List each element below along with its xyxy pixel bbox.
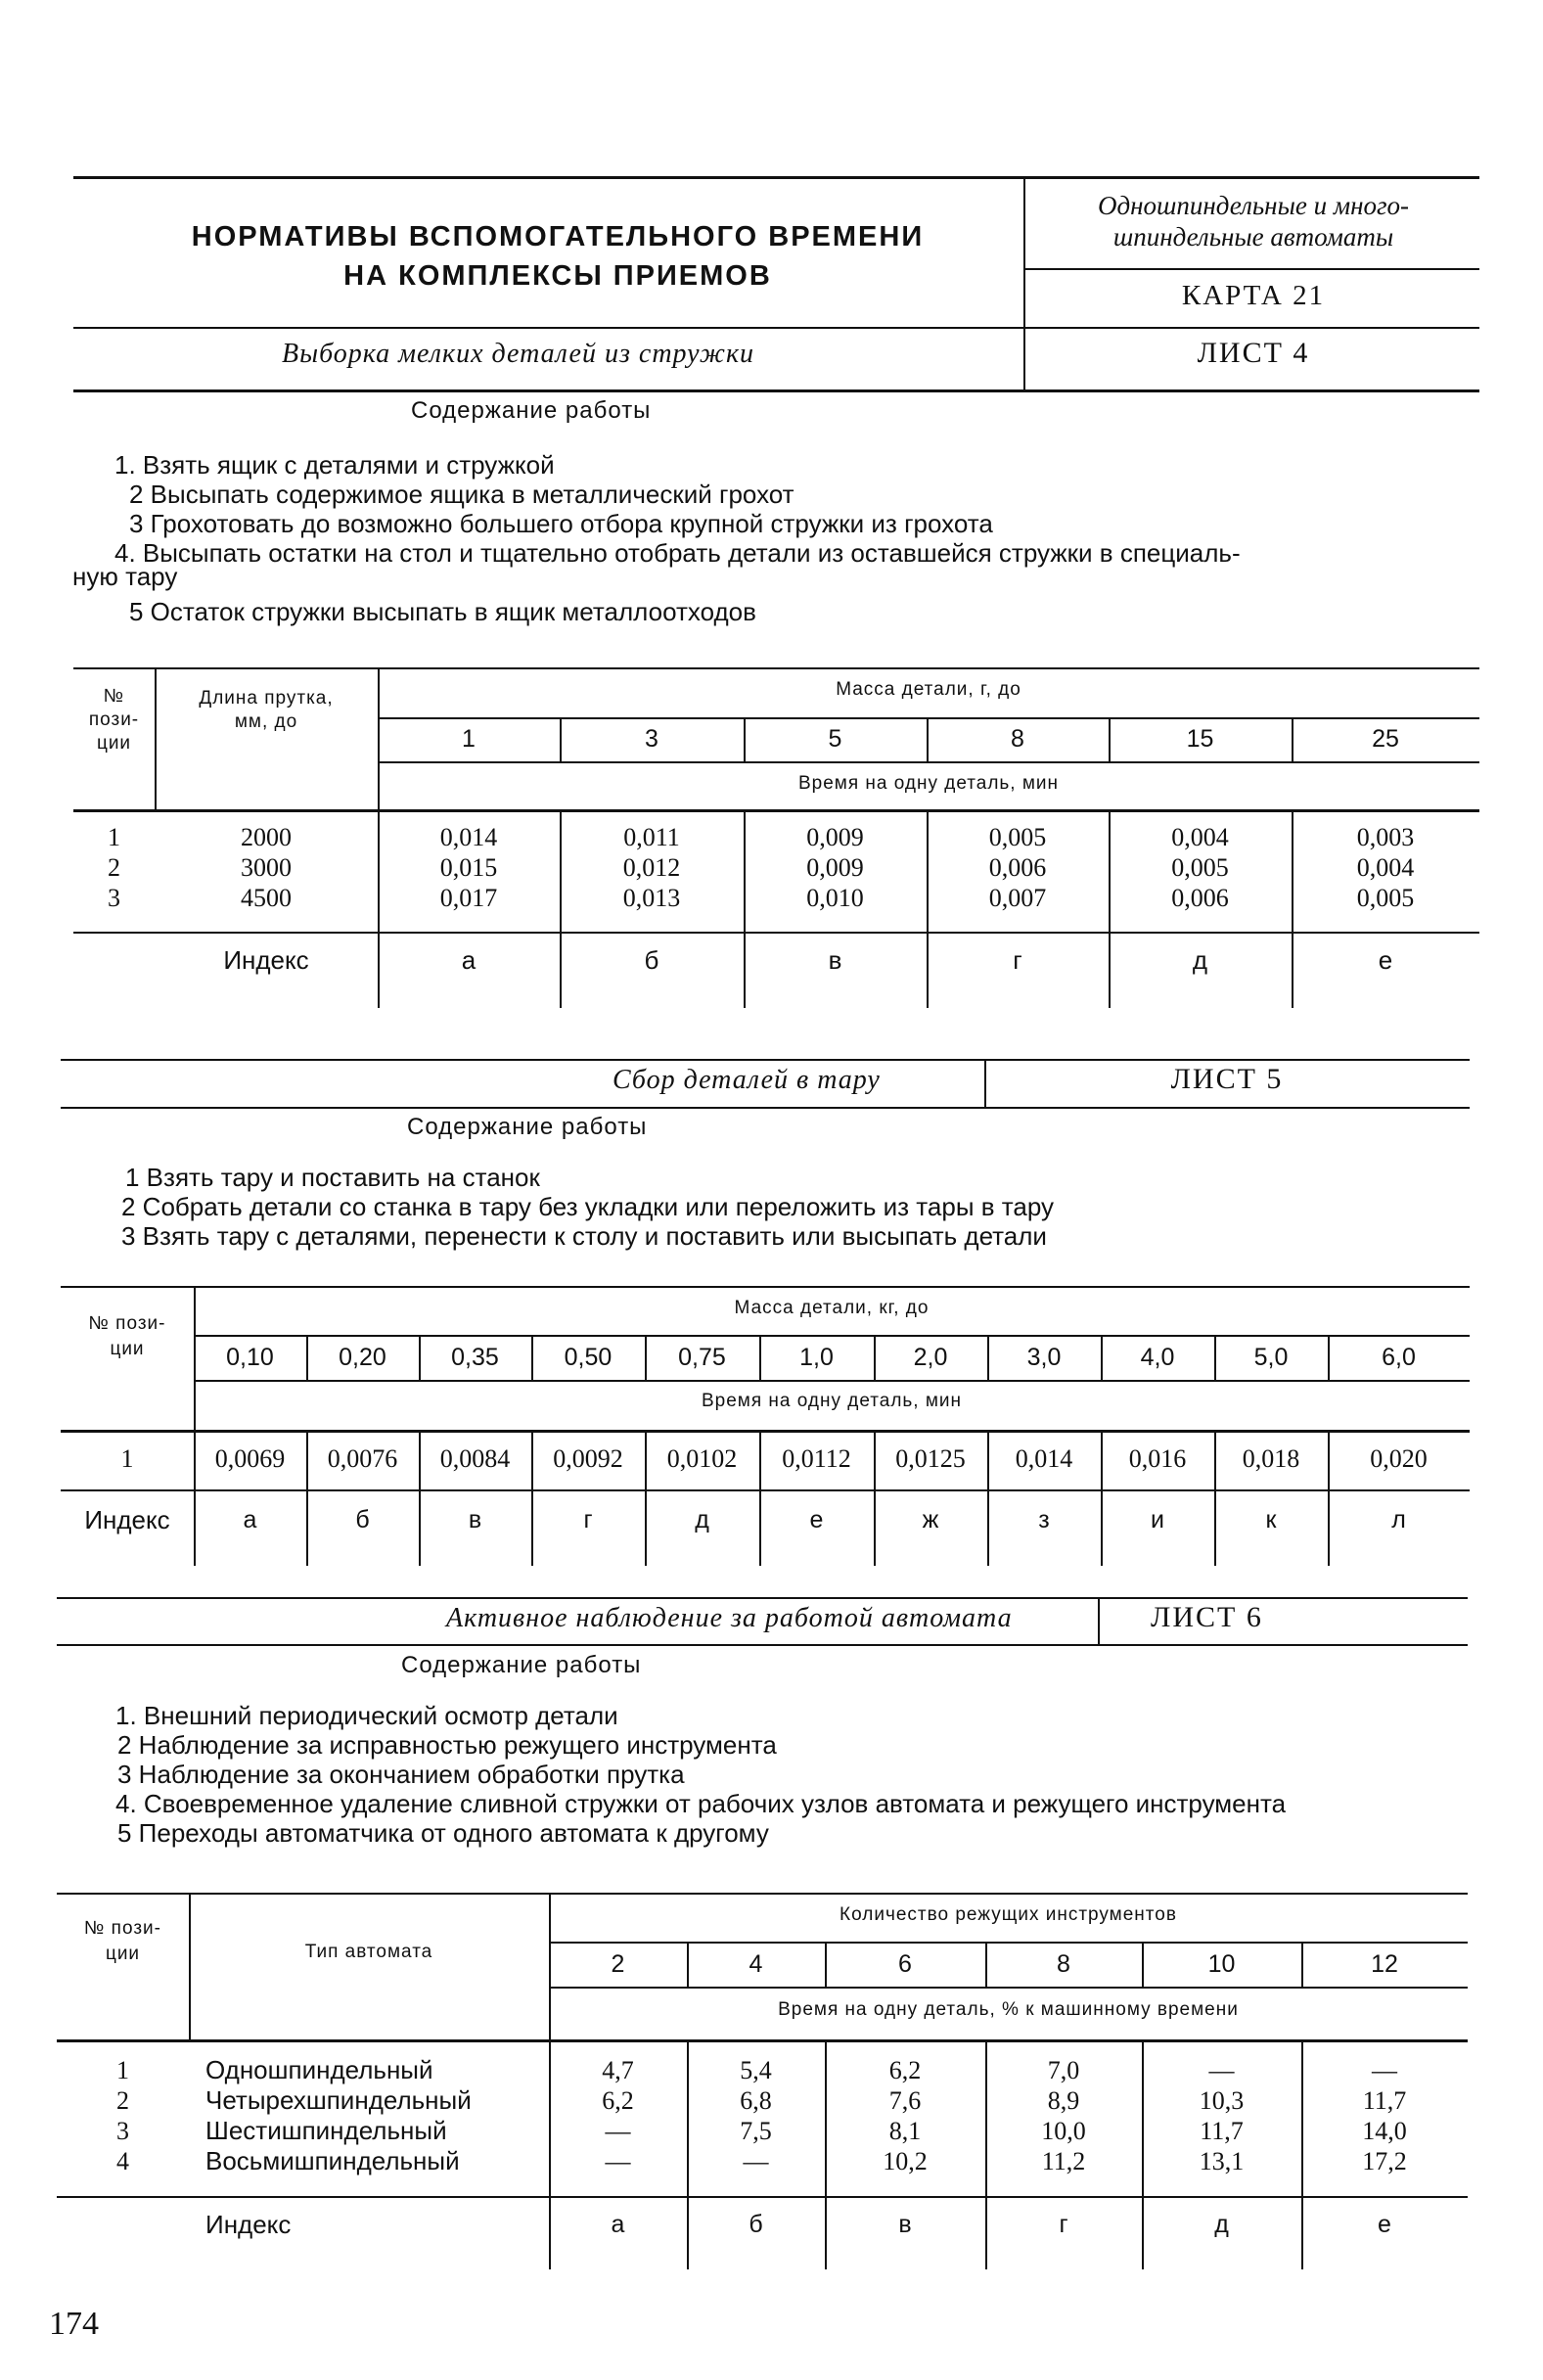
t2-index: в <box>468 1506 482 1533</box>
t3-tools-header: Количество режущих инструментов <box>840 1904 1177 1925</box>
sheet5-steps <box>0 1163 1543 1251</box>
t1-index: а <box>461 945 477 975</box>
header-bottom-rule <box>73 389 1479 392</box>
table-cell: 0,004 <box>1171 823 1229 851</box>
table-cell: 10,2 <box>883 2147 928 2175</box>
t3-positions <box>57 2055 189 2176</box>
t3-type: Одношпиндельный <box>205 2055 433 2084</box>
t3-col <box>549 2055 687 2176</box>
t2-index-label: Индекс <box>84 1505 170 1534</box>
t1-index: е <box>1378 945 1393 975</box>
page-title-line2: НА КОМПЛЕКСЫ ПРИЕМОВ <box>343 260 772 292</box>
table-cell: 11,7 <box>1200 2117 1244 2145</box>
list-item: 4. Высыпать остатки на стол и тщательно отобрать детали из оставшейся стружки в специаль- <box>114 538 1241 568</box>
table-cell: 0,0084 <box>439 1444 511 1473</box>
t1-col <box>1292 822 1479 913</box>
list-item: 1 Взять тару и поставить на станок <box>125 1163 540 1192</box>
t2-mass-rule <box>194 1335 1470 1337</box>
t3-col-pos-line: ции <box>105 1944 141 1964</box>
t2-index: и <box>1151 1506 1164 1533</box>
t1-mass-rule <box>378 717 1479 719</box>
list-item: 3 Взять тару с деталями, перенести к столу и поставить или высыпать детали <box>121 1221 1047 1251</box>
list-item: 2 Высыпать содержимое ящика в металлический грохот <box>129 480 794 509</box>
table-cell: 5,4 <box>740 2056 772 2084</box>
t3-tools-value: 12 <box>1371 1950 1398 1978</box>
t1-positions <box>73 822 155 913</box>
t2-index: л <box>1391 1506 1406 1533</box>
t3-col <box>985 2055 1142 2176</box>
sheet4-title: Выборка мелких деталей из стружки <box>282 339 755 369</box>
table-cell: 0,007 <box>988 884 1047 912</box>
t1-pos: 1 <box>108 823 120 851</box>
t1-index: б <box>644 945 659 975</box>
table-cell: 0,009 <box>806 823 864 851</box>
table-cell: 0,020 <box>1370 1444 1428 1473</box>
list-item: 4. Своевременное удаление сливной стружки от рабочих узлов автомата и режущего инструмента <box>115 1789 1287 1818</box>
t2-index: ж <box>922 1506 939 1533</box>
t1-col <box>378 822 560 913</box>
t1-col-pos-header <box>73 685 155 755</box>
t3-index-rule <box>57 2196 1468 2198</box>
sheet6-divider <box>1098 1597 1100 1644</box>
t1-header-bottom <box>73 809 1479 812</box>
t1-col-pos-line: пози- <box>88 709 140 730</box>
t2-col-pos-header <box>61 1311 194 1362</box>
table-cell: 0,0102 <box>666 1444 738 1473</box>
t1-lengths <box>155 822 378 913</box>
t1-len: 3000 <box>241 853 292 882</box>
t3-vline-pos <box>189 1893 191 2039</box>
t3-type: Четырехшпиндельный <box>205 2085 472 2115</box>
t1-pos: 2 <box>108 853 120 882</box>
t2-index: г <box>583 1506 593 1533</box>
header-mid-rule <box>73 327 1479 329</box>
t1-col <box>927 822 1109 913</box>
t1-col-len-header <box>155 687 378 734</box>
table-cell: 7,0 <box>1047 2056 1080 2084</box>
t3-index: е <box>1378 2211 1391 2238</box>
t3-toolvals-rule <box>549 1987 1468 1989</box>
t2-mass-value: 0,75 <box>678 1344 726 1371</box>
table-cell: 0,018 <box>1242 1444 1300 1473</box>
t3-col <box>1301 2055 1468 2176</box>
t3-types <box>205 2055 548 2176</box>
table-cell: 6,2 <box>888 2056 922 2084</box>
t2-mass-value: 1,0 <box>799 1344 834 1371</box>
t1-mass-value: 15 <box>1186 725 1214 753</box>
table-cell: 0,003 <box>1356 823 1415 851</box>
t1-mass-value: 3 <box>645 725 658 753</box>
table-cell: 0,0076 <box>327 1444 398 1473</box>
t3-col-pos-header <box>57 1916 189 1967</box>
list-item: 3 Грохотовать до возможно большего отбора крупной стружки из грохота <box>129 509 993 538</box>
list-item: 1. Взять ящик с деталями и стружкой <box>114 450 555 480</box>
t2-mass-value: 0,50 <box>564 1344 613 1371</box>
sheet4-content-heading: Содержание работы <box>411 397 652 424</box>
t3-index: а <box>611 2211 625 2238</box>
t3-pos: 2 <box>116 2086 129 2115</box>
t3-col-type-header: Тип автомата <box>304 1942 433 1962</box>
t3-index: д <box>1214 2211 1229 2238</box>
t2-mass-value: 3,0 <box>1026 1344 1062 1371</box>
t1-col-pos-line: № <box>103 686 125 707</box>
table-cell: 0,005 <box>1171 853 1229 882</box>
t2-index: з <box>1038 1506 1050 1533</box>
card-number: КАРТА 21 <box>1181 280 1326 311</box>
sheet6-number: ЛИСТ 6 <box>1151 1601 1263 1633</box>
table-cell: 0,014 <box>1015 1444 1073 1473</box>
t3-col <box>825 2055 985 2176</box>
t3-tools-value: 6 <box>898 1950 912 1978</box>
table-cell: 0,005 <box>1356 884 1415 912</box>
sheet4-number: ЛИСТ 4 <box>1197 337 1310 369</box>
table-cell: 0,011 <box>623 823 680 851</box>
table-cell: 6,2 <box>602 2086 634 2115</box>
t2-col-pos-line: № пози- <box>88 1313 166 1334</box>
sheet5-number: ЛИСТ 5 <box>1170 1063 1284 1095</box>
table-cell: 10,0 <box>1041 2117 1086 2145</box>
t1-col <box>1109 822 1292 913</box>
table-cell: 0,006 <box>988 853 1047 882</box>
table-cell: 0,005 <box>988 823 1047 851</box>
t1-col-len-line: Длина прутка, <box>199 688 334 709</box>
t3-col <box>1142 2055 1301 2176</box>
t3-col <box>687 2055 825 2176</box>
t1-col-len-line: мм, до <box>234 711 298 732</box>
table-cell: — <box>1372 2056 1397 2084</box>
list-item: 2 Собрать детали со станка в тару без укладки или переложить из тары в тару <box>121 1192 1055 1221</box>
table-cell: 0,014 <box>439 823 498 851</box>
t1-index-rule <box>73 932 1479 934</box>
table-cell: 0,012 <box>622 853 681 882</box>
table-cell: — <box>605 2117 631 2145</box>
t3-header-bottom <box>57 2039 1468 2042</box>
t1-index: г <box>1013 945 1022 975</box>
t1-mass-value: 25 <box>1372 725 1399 753</box>
t1-time-header: Время на одну деталь, мин <box>797 773 1060 794</box>
sheet6-bottom-rule <box>57 1644 1468 1646</box>
t2-mass-value: 5,0 <box>1253 1344 1289 1371</box>
t2-index: б <box>355 1506 370 1533</box>
t3-pos: 1 <box>116 2056 129 2084</box>
sheet5-top-rule <box>61 1059 1470 1061</box>
table-cell: 8,1 <box>888 2117 922 2145</box>
t2-mass-value: 0,35 <box>451 1344 499 1371</box>
machine-category <box>1027 190 1479 252</box>
sheet6-title: Активное наблюдение за работой автомата <box>446 1603 1013 1633</box>
table-cell: 0,006 <box>1171 884 1229 912</box>
t1-col <box>560 822 744 913</box>
table-cell: 10,3 <box>1199 2086 1245 2115</box>
t2-mass-header: Масса детали, кг, до <box>734 1298 930 1318</box>
t1-mass-value: 1 <box>462 725 476 753</box>
t2-header-bottom <box>61 1430 1470 1433</box>
category-line1: Одношпиндельные и много- <box>1097 191 1409 220</box>
t2-mass-value: 0,20 <box>339 1344 386 1371</box>
table-cell: 0,004 <box>1356 853 1415 882</box>
sheet6-top-rule <box>57 1597 1468 1599</box>
t1-col-pos-line: ции <box>96 733 132 754</box>
list-item: 5 Переходы автоматчика от одного автомата к другому <box>117 1818 769 1848</box>
page-number: 174 <box>49 2306 99 2342</box>
list-item: 1. Внешний периодический осмотр детали <box>115 1701 618 1730</box>
table-cell: 17,2 <box>1362 2147 1407 2175</box>
t3-index-label: Индекс <box>205 2210 292 2239</box>
table-cell: 8,9 <box>1047 2086 1080 2115</box>
table-cell: 11,2 <box>1041 2147 1086 2175</box>
table-cell: 0,017 <box>439 884 498 912</box>
table-cell: — <box>743 2147 769 2175</box>
table-cell: 0,013 <box>622 884 681 912</box>
t3-tools-value: 8 <box>1057 1950 1070 1978</box>
t2-index: д <box>695 1506 709 1533</box>
list-item: ную тару <box>72 562 178 591</box>
t2-time-header: Время на одну деталь, мин <box>701 1391 963 1411</box>
page-title-line1: НОРМАТИВЫ ВСПОМОГАТЕЛЬНОГО ВРЕМЕНИ <box>191 221 925 252</box>
table-cell: — <box>1208 2056 1235 2084</box>
header-top-rule <box>73 176 1479 179</box>
t2-mass-value: 4,0 <box>1140 1344 1175 1371</box>
sheet5-content-heading: Содержание работы <box>407 1114 648 1140</box>
t3-type: Восьмишпиндельный <box>205 2146 460 2175</box>
t1-len: 4500 <box>241 884 292 912</box>
table-cell: 7,6 <box>888 2086 922 2115</box>
t2-mass-value: 6,0 <box>1382 1344 1416 1371</box>
t1-mass-value: 8 <box>1011 725 1024 753</box>
list-item: 2 Наблюдение за исправностью режущего инструмента <box>117 1730 777 1760</box>
t1-col <box>744 822 927 913</box>
t3-tools-value: 10 <box>1207 1950 1236 1978</box>
table-cell: 0,010 <box>806 884 864 912</box>
t1-top-rule <box>73 667 1479 669</box>
table-cell: — <box>605 2147 631 2175</box>
t2-index: а <box>243 1506 257 1533</box>
table-cell: 0,0092 <box>553 1444 623 1473</box>
table-cell: 0,016 <box>1128 1444 1187 1473</box>
t1-index: в <box>828 945 842 975</box>
header-divider <box>1023 176 1025 389</box>
t2-index: е <box>809 1506 824 1533</box>
list-item: 5 Остаток стружки высыпать в ящик металлоотходов <box>129 597 756 626</box>
t3-tools-value: 4 <box>749 1950 763 1978</box>
list-item: 3 Наблюдение за окончанием обработки прутка <box>117 1760 685 1789</box>
t2-top-rule <box>61 1286 1470 1288</box>
t1-pos: 3 <box>108 884 120 912</box>
t3-pos: 4 <box>116 2147 129 2175</box>
sheet6-content-heading: Содержание работы <box>401 1652 642 1678</box>
t2-index: к <box>1265 1506 1277 1533</box>
t3-type: Шестишпиндельный <box>205 2116 447 2145</box>
sheet6-steps <box>0 1701 1543 1848</box>
category-line2: шпиндельные автоматы <box>1112 222 1394 252</box>
t1-len: 2000 <box>241 823 292 851</box>
sheet5-bottom-rule <box>61 1107 1470 1109</box>
table-cell: 0,0112 <box>782 1444 851 1473</box>
table-cell: 11,7 <box>1362 2086 1407 2115</box>
t3-top-rule <box>57 1893 1468 1895</box>
t2-position: 1 <box>120 1444 134 1473</box>
sheet5-title: Сбор деталей в тару <box>613 1065 881 1095</box>
sheet4-steps <box>0 450 1543 626</box>
t2-massvals-rule <box>194 1380 1470 1382</box>
t1-index: д <box>1192 945 1208 975</box>
table-cell: 7,5 <box>740 2117 772 2145</box>
table-cell: 0,009 <box>806 853 864 882</box>
t3-index: б <box>749 2211 763 2238</box>
t3-index: г <box>1059 2211 1068 2238</box>
t2-mass-value: 2,0 <box>913 1344 948 1371</box>
table-cell: 0,0125 <box>895 1444 966 1473</box>
table-cell: 14,0 <box>1362 2117 1407 2145</box>
table-cell: 0,0069 <box>214 1444 286 1473</box>
t3-col-pos-line: № пози- <box>84 1918 161 1939</box>
t2-col-pos-line: ции <box>110 1339 145 1359</box>
t1-index-label: Индекс <box>223 945 309 975</box>
t1-massvals-rule <box>378 761 1479 763</box>
t1-mass-header: Масса детали, г, до <box>836 679 1021 700</box>
t3-pos: 3 <box>116 2117 129 2145</box>
table-cell: 4,7 <box>602 2056 634 2084</box>
t3-tools-value: 2 <box>611 1950 625 1978</box>
t2-mass-value: 0,10 <box>226 1344 274 1371</box>
page-title <box>98 217 1018 296</box>
t2-index-rule <box>61 1489 1470 1491</box>
table-cell: 6,8 <box>740 2086 772 2115</box>
table-cell: 0,015 <box>439 853 498 882</box>
header-card-rule <box>1023 268 1479 270</box>
t1-mass-value: 5 <box>828 725 842 753</box>
t3-time-header: Время на одну деталь, % к машинному времени <box>778 1999 1239 2020</box>
t3-index: в <box>898 2211 912 2238</box>
table-cell: 13,1 <box>1199 2147 1245 2175</box>
